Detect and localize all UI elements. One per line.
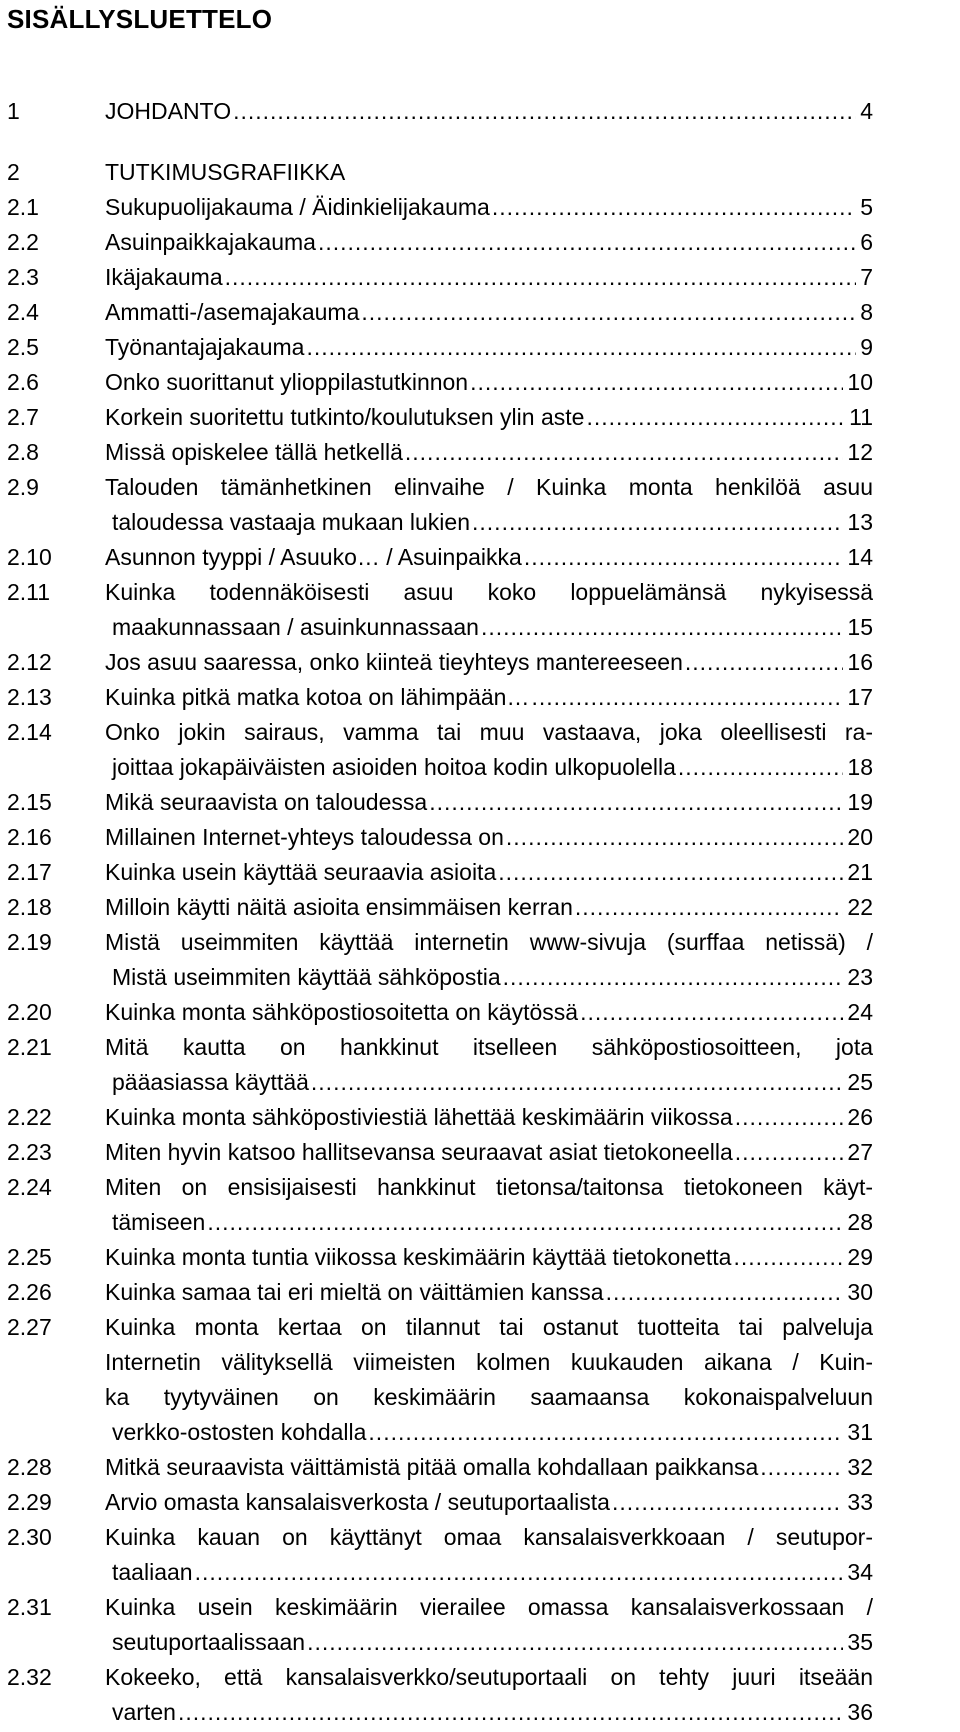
toc-entry-number: 2.20 — [7, 999, 52, 1025]
toc-entry-page: 28 — [847, 1209, 873, 1235]
toc-entry-title — [105, 472, 873, 542]
toc-entry-text: Kuinka pitkä matka kotoa on lähimpään… — [105, 684, 530, 710]
toc-entry-number: 2.6 — [7, 369, 39, 395]
dot-leader — [368, 1417, 843, 1447]
toc-entry-text: Asunnon tyyppi / Asuuko… / Asuinpaikka — [105, 544, 522, 570]
toc-entry-number: 2.18 — [7, 894, 52, 920]
toc-entry-title — [105, 1592, 873, 1662]
toc-entry-line — [105, 647, 873, 682]
toc-entry-line — [105, 1102, 873, 1137]
dot-leader — [586, 402, 845, 432]
toc-entry-text: TUTKIMUSGRAFIIKKA — [105, 159, 346, 185]
toc-entry-page: 9 — [860, 334, 873, 360]
toc-entry-page: 13 — [847, 509, 873, 535]
toc-entry-line — [105, 752, 873, 787]
dot-leader — [195, 1557, 844, 1587]
toc-entry-text: Mikä seuraavista on taloudessa — [105, 789, 428, 815]
toc-entry-line — [105, 332, 873, 367]
dot-leader — [531, 682, 843, 712]
dot-leader — [178, 1697, 843, 1727]
toc-entry-line — [105, 402, 873, 437]
toc-entry-number: 2.4 — [7, 299, 39, 325]
toc-entry-line — [105, 1067, 873, 1102]
toc-entry-number: 2.17 — [7, 859, 52, 885]
dot-leader — [678, 752, 844, 782]
dot-leader — [472, 507, 843, 537]
toc-entry-text: Ikäjakauma — [105, 264, 223, 290]
toc-entry-text: Millainen Internet-yhteys taloudessa on — [105, 824, 504, 850]
toc-entry-text: Ammatti-/asemajakauma — [105, 299, 360, 325]
dot-leader — [405, 437, 844, 467]
toc-entry-line: Kuinka kauan on käyttänyt omaa kansalaisverkkoaan / seutupor- — [105, 1524, 873, 1550]
toc-entry-page: 17 — [847, 684, 873, 710]
toc-entry-line — [105, 1207, 873, 1242]
toc-entry-page: 22 — [847, 894, 873, 920]
toc-entry-text: joittaa jokapäiväisten asioiden hoitoa kodin ulkopuolella — [112, 754, 676, 780]
toc-entry-title — [105, 297, 873, 332]
page-title: SISÄLLYSLUETTELO — [7, 4, 273, 34]
toc-entry-title — [105, 157, 873, 192]
toc-entry-title — [105, 647, 873, 682]
toc-entry-text: Mistä useimmiten käyttää sähköpostia — [112, 964, 501, 990]
toc-entry-number: 2.22 — [7, 1104, 52, 1130]
dot-leader — [318, 227, 856, 257]
toc-entry-title — [105, 1662, 873, 1732]
toc-entry-number: 2.13 — [7, 684, 52, 710]
toc-entry-text: Kuinka monta sähköpostiviestiä lähettää keskimäärin viikossa — [105, 1104, 733, 1130]
toc-entry-number: 2.32 — [7, 1664, 52, 1690]
dot-leader — [606, 1277, 844, 1307]
toc-entry-line: Talouden tämänhetkinen elinvaihe / Kuinka monta henkilöä asuu — [105, 474, 873, 500]
toc-entry-page: 26 — [847, 1104, 873, 1130]
toc-entry-line — [105, 507, 873, 542]
toc-entry-line — [105, 1697, 873, 1732]
toc-entry-title — [105, 577, 873, 647]
toc-entry-number: 2.12 — [7, 649, 52, 675]
toc-entry-page: 15 — [847, 614, 873, 640]
toc-entry-line — [105, 1557, 873, 1592]
toc-entry-page: 25 — [847, 1069, 873, 1095]
toc-entry-line — [105, 787, 873, 822]
toc-entry-text: Sukupuolijakauma / Äidinkielijakauma — [105, 194, 490, 220]
toc-entry-text: Kuinka samaa tai eri mieltä on väittämien kanssa — [105, 1279, 604, 1305]
toc-entry-number: 2.25 — [7, 1244, 52, 1270]
toc-entry-text: seutuportaalissaan — [112, 1629, 306, 1655]
toc-entry-text: Milloin käytti näitä asioita ensimmäisen kerran — [105, 894, 573, 920]
toc-entry-title — [105, 1172, 873, 1242]
toc-entry-line — [105, 227, 873, 262]
toc-entry-number: 2.10 — [7, 544, 52, 570]
toc-entry-line — [105, 1242, 873, 1277]
toc-entry-line — [105, 1627, 873, 1662]
toc-entry-text: pääasiassa käyttää — [112, 1069, 309, 1095]
toc-entry-title — [105, 927, 873, 997]
dot-leader — [524, 542, 844, 572]
toc-entry-text: Onko suorittanut ylioppilastutkinnon — [105, 369, 469, 395]
toc-entry-page: 35 — [847, 1629, 873, 1655]
toc-entry-line — [105, 437, 873, 472]
toc-entry-number: 2.1 — [7, 194, 39, 220]
toc-entry-page: 29 — [847, 1244, 873, 1270]
toc-entry-line — [105, 612, 873, 647]
toc-entry-title — [105, 1137, 873, 1172]
toc-entry-page: 20 — [847, 824, 873, 850]
toc-entry-page: 19 — [847, 789, 873, 815]
toc-entry-line — [105, 157, 873, 192]
toc-entry-number: 2.19 — [7, 929, 52, 955]
toc-entry-page: 36 — [847, 1699, 873, 1725]
toc-entry-text: Kuinka monta tuntia viikossa keskimäärin käyttää tietokonetta — [105, 1244, 732, 1270]
toc-entry-title — [105, 262, 873, 297]
toc-entry-title — [105, 1522, 873, 1592]
dot-leader — [233, 96, 856, 126]
toc-entry-title — [105, 682, 873, 717]
toc-entry-title — [105, 1242, 873, 1277]
dot-leader — [580, 997, 843, 1027]
toc-entry-line — [105, 682, 873, 717]
toc-entry-page: 31 — [847, 1419, 873, 1445]
dot-leader — [481, 612, 843, 642]
toc-entry-number: 2.29 — [7, 1489, 52, 1515]
toc-entry-page: 16 — [847, 649, 873, 675]
toc-entry-title — [105, 857, 873, 892]
toc-entry-text: verkko-ostosten kohdalla — [112, 1419, 367, 1445]
toc-entry-line — [105, 857, 873, 892]
toc-entry-line — [105, 367, 873, 402]
toc-entry-line — [105, 892, 873, 927]
dot-leader — [506, 822, 844, 852]
toc-entry-number: 2.16 — [7, 824, 52, 850]
toc-entry-title — [105, 1277, 873, 1312]
toc-entry-line — [105, 262, 873, 297]
toc-entry-line — [105, 297, 873, 332]
dot-leader — [503, 962, 844, 992]
toc-entry-page: 8 — [860, 299, 873, 325]
toc-entry-page: 10 — [847, 369, 873, 395]
toc-entry-title — [105, 892, 873, 927]
toc-entry-number: 2.23 — [7, 1139, 52, 1165]
toc-entry-title — [105, 437, 873, 472]
toc-entry-line — [105, 542, 873, 577]
dot-leader — [760, 1452, 843, 1482]
toc-entry-page: 34 — [847, 1559, 873, 1585]
dot-leader — [470, 367, 843, 397]
toc-entry-line: Kokeeko, että kansalaisverkko/seutuportaali on tehty juuri itseään — [105, 1664, 873, 1690]
toc-entry-title — [105, 787, 873, 822]
toc-entry-number: 2.5 — [7, 334, 39, 360]
toc-entry-number: 2 — [7, 159, 20, 185]
dot-leader — [311, 1067, 844, 1097]
toc-entry-line — [105, 1487, 873, 1522]
toc-entry-number: 2.7 — [7, 404, 39, 430]
dot-leader — [498, 857, 843, 887]
dot-leader — [735, 1102, 844, 1132]
toc-entry-text: Asuinpaikkajakauma — [105, 229, 316, 255]
toc-entry-page: 11 — [849, 404, 873, 430]
toc-entry-number: 2.15 — [7, 789, 52, 815]
toc-entry-line — [105, 1277, 873, 1312]
dot-leader — [225, 262, 857, 292]
toc-entry-title — [105, 822, 873, 857]
toc-entry-title — [105, 96, 873, 131]
toc-entry-page: 18 — [847, 754, 873, 780]
dot-leader — [207, 1207, 843, 1237]
toc-entry-title — [105, 332, 873, 367]
dot-leader — [429, 787, 843, 817]
toc-entry-line — [105, 1417, 873, 1452]
toc-entry-text: Kuinka usein käyttää seuraavia asioita — [105, 859, 497, 885]
toc-entry-text: taloudessa vastaaja mukaan lukien — [112, 509, 471, 535]
dot-leader — [361, 297, 856, 327]
toc-entry-number: 2.26 — [7, 1279, 52, 1305]
toc-entry-page: 5 — [860, 194, 873, 220]
toc-entry-number: 2.8 — [7, 439, 39, 465]
toc-entry-title — [105, 1487, 873, 1522]
toc-entry-line: ka tyytyväinen on keskimäärin saamaansa kokonaispalveluun — [105, 1384, 873, 1410]
toc-entry-text: Työnantajajakauma — [105, 334, 305, 360]
toc-entry-page: 21 — [847, 859, 873, 885]
toc-entry-text: Mitkä seuraavista väittämistä pitää omalla kohdallaan paikkansa — [105, 1454, 759, 1480]
toc-entry-page: 24 — [847, 999, 873, 1025]
dot-leader — [492, 192, 856, 222]
dot-leader — [685, 647, 844, 677]
toc-entry-text: JOHDANTO — [105, 98, 232, 124]
toc-entry-number: 1 — [7, 98, 20, 124]
toc-entry-number: 2.3 — [7, 264, 39, 290]
toc-entry-page: 32 — [847, 1454, 873, 1480]
toc-entry-title — [105, 1452, 873, 1487]
toc-entry-page: 12 — [847, 439, 873, 465]
toc-entry-number: 2.30 — [7, 1524, 52, 1550]
toc-entry-number: 2.21 — [7, 1034, 52, 1060]
toc-entry-title — [105, 717, 873, 787]
toc-entry-text: Kuinka monta sähköpostiosoitetta on käytössä — [105, 999, 579, 1025]
dot-leader — [307, 1627, 843, 1657]
toc-entry-title — [105, 402, 873, 437]
toc-entry-page: 27 — [847, 1139, 873, 1165]
toc-entry-page: 33 — [847, 1489, 873, 1515]
toc-entry-title — [105, 997, 873, 1032]
toc-entry-text: tämiseen — [112, 1209, 206, 1235]
toc-entry-line: Mistä useimmiten käyttää internetin www-sivuja (surffaa netissä) / — [105, 929, 873, 955]
dot-leader — [306, 332, 856, 362]
toc-entry-title — [105, 1032, 873, 1102]
toc-entry-text: maakunnassaan / asuinkunnassaan — [112, 614, 479, 640]
toc-entry-text: Miten hyvin katsoo hallitsevansa seuraavat asiat tietokoneella — [105, 1139, 733, 1165]
toc-entry-title — [105, 227, 873, 262]
toc-entry-number: 2.24 — [7, 1174, 52, 1200]
toc-entry-title — [105, 1312, 873, 1452]
toc-entry-line: Miten on ensisijaisesti hankkinut tietonsa/taitonsa tietokoneen käyt- — [105, 1174, 873, 1200]
dot-leader — [733, 1242, 843, 1272]
toc-entry-page: 14 — [847, 544, 873, 570]
toc-entry-line: Onko jokin sairaus, vamma tai muu vastaava, joka oleellisesti ra- — [105, 719, 873, 745]
toc-entry-number: 2.2 — [7, 229, 39, 255]
toc-entry-text: taaliaan — [112, 1559, 193, 1585]
toc-entry-line — [105, 997, 873, 1032]
toc-entry-page: 4 — [860, 98, 873, 124]
toc-entry-title — [105, 1102, 873, 1137]
toc-entry-title — [105, 542, 873, 577]
dot-leader — [612, 1487, 843, 1517]
toc-entry-number: 2.31 — [7, 1594, 52, 1620]
toc-entry-text: Arvio omasta kansalaisverkosta / seutuportaalista — [105, 1489, 610, 1515]
toc-entry-number: 2.14 — [7, 719, 52, 745]
toc-entry-line — [105, 96, 873, 131]
toc-entry-page: 23 — [847, 964, 873, 990]
dot-leader — [575, 892, 844, 922]
toc-entry-text: varten — [112, 1699, 176, 1725]
toc-entry-line: Kuinka usein keskimäärin vierailee omassa kansalaisverkossaan / — [105, 1594, 873, 1620]
toc-entry-number: 2.28 — [7, 1454, 52, 1480]
toc-entry-page: 30 — [847, 1279, 873, 1305]
toc-entry-number: 2.9 — [7, 474, 39, 500]
toc-entry-text: Jos asuu saaressa, onko kiinteä tieyhteys mantereeseen — [105, 649, 683, 675]
toc-entry-line — [105, 962, 873, 997]
toc-entry-number: 2.27 — [7, 1314, 52, 1340]
toc-entry-text: Missä opiskelee tällä hetkellä — [105, 439, 403, 465]
toc-entry-line — [105, 1452, 873, 1487]
toc-entry-title — [105, 192, 873, 227]
toc-entry-page: 6 — [860, 229, 873, 255]
toc-entry-text: Korkein suoritettu tutkinto/koulutuksen ylin aste — [105, 404, 585, 430]
toc-entry-line — [105, 822, 873, 857]
toc-entry-page: 7 — [860, 264, 873, 290]
toc-entry-title — [105, 367, 873, 402]
toc-entry-number: 2.11 — [7, 579, 51, 605]
toc-entry-line — [105, 192, 873, 227]
toc-entry-line: Kuinka todennäköisesti asuu koko loppuelämänsä nykyisessä — [105, 579, 873, 605]
toc-entry-line: Kuinka monta kertaa on tilannut tai ostanut tuotteita tai palveluja — [105, 1314, 873, 1340]
toc-entry-line — [105, 1137, 873, 1172]
dot-leader — [735, 1137, 844, 1167]
toc-entry-line: Internetin välityksellä viimeisten kolmen kuukauden aikana / Kuin- — [105, 1349, 873, 1375]
toc-entry-line: Mitä kautta on hankkinut itselleen sähköpostiosoitteen, jota — [105, 1034, 873, 1060]
